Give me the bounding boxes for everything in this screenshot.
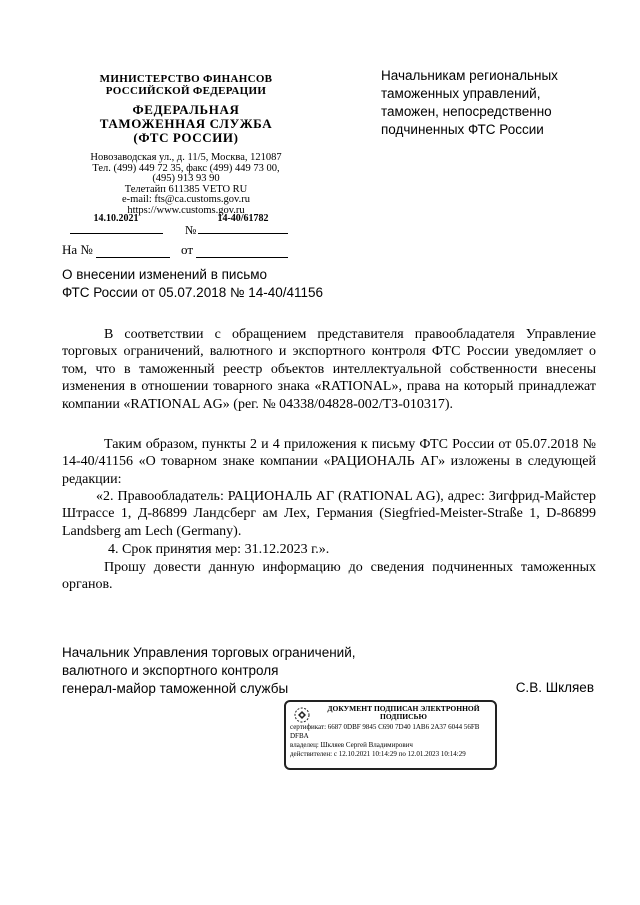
electronic-signature-stamp <box>284 700 497 770</box>
ref-date-label: от <box>181 242 194 257</box>
stamp-details <box>290 723 491 759</box>
certificate-validity: действителен: с 12.10.2021 10:14:29 по 12.01.2023 10:14:29 <box>290 750 466 758</box>
certificate-id: сертификат: 6687 0DBF 9845 C690 7D40 1AB6 2A37 6044 56FB DFBA <box>290 723 480 740</box>
addressee-block: Начальникам региональных таможенных управлений, таможен, непосредственно подчиненных ФТС России <box>381 68 558 137</box>
stamp-title: ДОКУМЕНТ ПОДПИСАН ЭЛЕКТРОННОЙ ПОДПИСЬЮ <box>327 704 480 721</box>
body-paragraph-1: В соответствии с обращением представителя правообладателя Управление торговых ограничений, валютного и экспортного контроля ФТС России уведомляет о том, что в таможенный реестр объектов интеллектуальной собственности внесены изменения в отношении товарного знака «RATIONAL», права на который принадлежат компании «RATIONAL AG» (рег. № 04338/04828-002/ТЗ-010317). <box>62 327 596 412</box>
number-underline <box>198 233 288 234</box>
ref-number-label: На № <box>62 242 93 257</box>
body-paragraph-4: 4. Срок принятия мер: 31.12.2023 г.». <box>108 542 330 557</box>
body-paragraph-5: Прошу довести данную информацию до сведения подчиненных таможенных органов. <box>62 560 596 593</box>
signatory-name: С.В. Шкляев <box>515 680 594 695</box>
certificate-owner: владелец: Шкляев Сергей Владимирович <box>290 741 413 749</box>
letter-subject: О внесении изменений в письмо ФТС России от 05.07.2018 № 14-40/41156 <box>62 267 324 300</box>
date-underline <box>70 233 163 234</box>
signatory-position: Начальник Управления торговых ограничений, валютного и экспортного контроля генерал-майор таможенной службы <box>62 645 356 696</box>
registration-number: 14-40/61782 <box>217 213 269 224</box>
body-paragraph-3: «2. Правообладатель: РАЦИОНАЛЬ АГ (RATIONAL AG), адрес: Зигфрид-Майстер Штрассе 1, Д-86899 Ландсберг ам Лех, Германия (Siegfried-Meister-Straße 1, D-86899 Landsberg am Lech (Germany). <box>62 489 596 539</box>
ministry-name: МИНИСТЕРСТВО ФИНАНСОВ РОССИЙСКОЙ ФЕДЕРАЦИИ <box>99 73 273 97</box>
ref-number-line <box>96 257 170 258</box>
ref-date-line <box>196 257 288 258</box>
service-name: ФЕДЕРАЛЬНАЯ ТАМОЖЕННАЯ СЛУЖБА (ФТС РОССИИ) <box>99 102 273 145</box>
emblem-icon <box>291 706 313 724</box>
body-paragraph-2: Таким образом, пункты 2 и 4 приложения к письму ФТС России от 05.07.2018 № 14-40/41156 «О товарном знаке компании «РАЦИОНАЛЬ АГ» изложены в следующей редакции: <box>62 437 596 487</box>
number-sign: № <box>185 223 197 237</box>
registration-date: 14.10.2021 <box>93 213 139 224</box>
contact-details: Новозаводская ул., д. 11/5, Москва, 121087 Тел. (499) 449 72 35, факс (499) 449 73 00, (495) 913 93 90 Телетайп 611385 VETO RU e-mail: fts@ca.customs.gov.ru https://www.customs.gov.ru <box>90 152 282 216</box>
